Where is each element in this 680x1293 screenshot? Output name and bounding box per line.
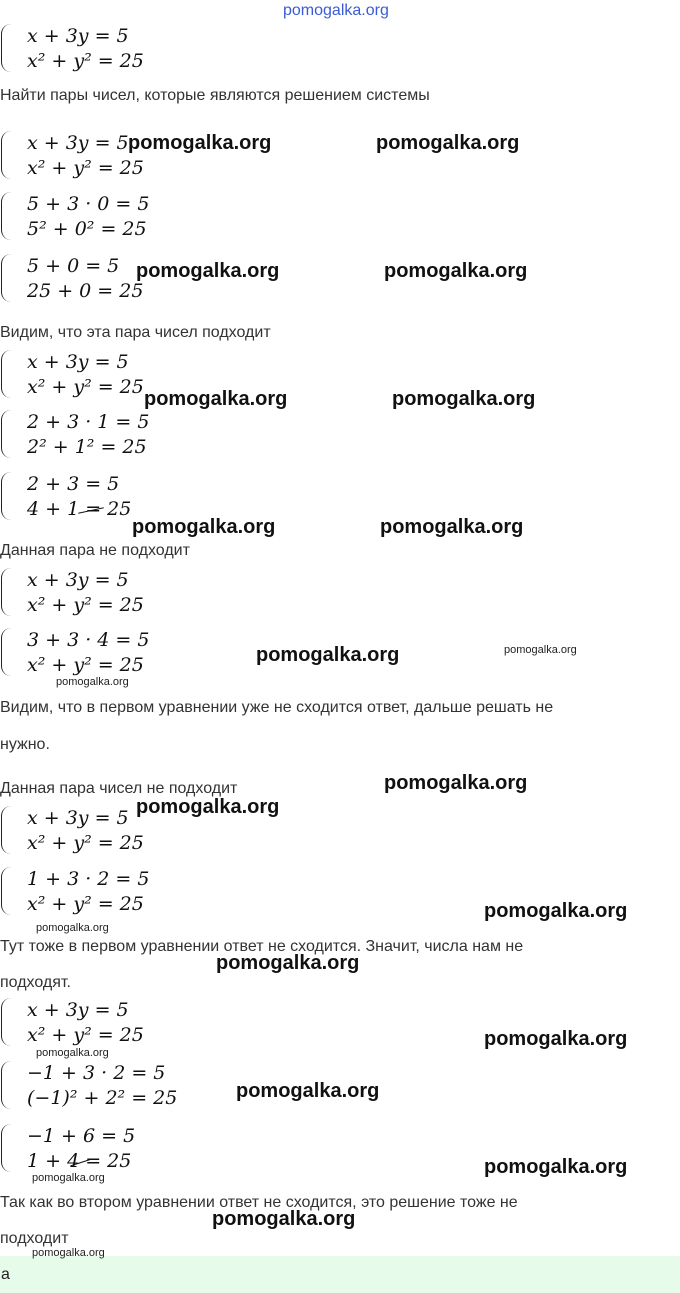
equation-line-2: x² + y² = 25 bbox=[27, 893, 144, 915]
watermark-top: pomogalka.org bbox=[283, 2, 389, 19]
equation-line-2: 1 + 4 = 25 bbox=[27, 1150, 132, 1172]
paragraph: Тут тоже в первом уравнении ответ не сходится. Значит, числа нам не bbox=[0, 938, 524, 955]
watermark: pomogalka.org bbox=[216, 952, 360, 974]
equation-line-2: x² + y² = 25 bbox=[27, 832, 144, 854]
brace bbox=[1, 1124, 12, 1172]
paragraph: подходит bbox=[0, 1230, 69, 1247]
watermark: pomogalka.org bbox=[136, 796, 280, 818]
watermark: pomogalka.org bbox=[384, 260, 528, 282]
watermark: pomogalka.org bbox=[236, 1080, 380, 1102]
paragraph: Видим, что в первом уравнении уже не сходится ответ, дальше решать не bbox=[0, 699, 554, 716]
watermark: pomogalka.org bbox=[256, 644, 400, 666]
equation-line-2: x² + y² = 25 bbox=[27, 1024, 144, 1046]
equation-line-1: x + 3y = 5 bbox=[27, 569, 129, 591]
paragraph: нужно. bbox=[0, 736, 50, 753]
equation-line-2: 25 + 0 = 25 bbox=[27, 280, 144, 302]
watermark: pomogalka.org bbox=[144, 388, 288, 410]
watermark-small: pomogalka.org bbox=[56, 676, 129, 688]
equation-line-2: x² + y² = 25 bbox=[27, 654, 144, 676]
equation-line-1: 2 + 3 · 1 = 5 bbox=[27, 411, 150, 433]
brace bbox=[1, 568, 12, 616]
equation-line-2: (−1)² + 2² = 25 bbox=[27, 1087, 178, 1109]
brace bbox=[1, 350, 12, 398]
watermark: pomogalka.org bbox=[392, 388, 536, 410]
brace bbox=[1, 24, 12, 72]
equation-line-1: −1 + 3 · 2 = 5 bbox=[27, 1062, 166, 1084]
equation-line-2: 2² + 1² = 25 bbox=[27, 436, 147, 458]
equation-line-1: 3 + 3 · 4 = 5 bbox=[27, 629, 150, 651]
equation-line-1: 5 + 0 = 5 bbox=[27, 255, 120, 277]
answer-box bbox=[0, 1256, 680, 1293]
paragraph: Найти пары чисел, которые являются решением системы bbox=[0, 87, 430, 104]
watermark-small: pomogalka.org bbox=[32, 1247, 105, 1259]
watermark: pomogalka.org bbox=[212, 1208, 356, 1230]
brace bbox=[1, 192, 12, 240]
equation-line-1: x + 3y = 5 bbox=[27, 25, 129, 47]
watermark: pomogalka.org bbox=[132, 516, 276, 538]
answer-text: а bbox=[1, 1266, 10, 1283]
equation-line-1: x + 3y = 5 bbox=[27, 807, 129, 829]
watermark: pomogalka.org bbox=[128, 132, 272, 154]
equation-line-2: 5² + 0² = 25 bbox=[27, 218, 147, 240]
equation-line-1: 2 + 3 = 5 bbox=[27, 473, 120, 495]
equation-line-2: x² + y² = 25 bbox=[27, 594, 144, 616]
watermark-small: pomogalka.org bbox=[36, 1047, 109, 1059]
brace bbox=[1, 628, 12, 676]
watermark: pomogalka.org bbox=[136, 260, 280, 282]
watermark: pomogalka.org bbox=[484, 1028, 628, 1050]
equation-line-1: x + 3y = 5 bbox=[27, 351, 129, 373]
paragraph: Так как во втором уравнении ответ не сходится, это решение тоже не bbox=[0, 1194, 518, 1211]
brace bbox=[1, 1061, 12, 1109]
watermark: pomogalka.org bbox=[484, 1156, 628, 1178]
brace bbox=[1, 806, 12, 854]
watermark-small: pomogalka.org bbox=[32, 1172, 105, 1184]
equation-line-1: 5 + 3 · 0 = 5 bbox=[27, 193, 150, 215]
brace bbox=[1, 472, 12, 520]
watermark-small: pomogalka.org bbox=[504, 644, 577, 656]
equation-line-1: 1 + 3 · 2 = 5 bbox=[27, 868, 150, 890]
equation-line-2: x² + y² = 25 bbox=[27, 50, 144, 72]
paragraph: Данная пара чисел не подходит bbox=[0, 780, 238, 797]
equation-line-2: x² + y² = 25 bbox=[27, 376, 144, 398]
equation-line-1: x + 3y = 5 bbox=[27, 132, 129, 154]
brace bbox=[1, 131, 12, 179]
paragraph: Данная пара не подходит bbox=[0, 542, 190, 559]
equation-line-1: x + 3y = 5 bbox=[27, 999, 129, 1021]
watermark-small: pomogalka.org bbox=[36, 922, 109, 934]
equation-line-1: −1 + 6 = 5 bbox=[27, 1125, 136, 1147]
paragraph: Видим, что эта пара чисел подходит bbox=[0, 324, 271, 341]
equation-line-2: x² + y² = 25 bbox=[27, 157, 144, 179]
equation-line-2: 4 + 1 = 25 bbox=[27, 498, 132, 520]
watermark: pomogalka.org bbox=[376, 132, 520, 154]
brace bbox=[1, 254, 12, 302]
watermark: pomogalka.org bbox=[380, 516, 524, 538]
brace bbox=[1, 998, 12, 1046]
brace bbox=[1, 867, 12, 915]
watermark: pomogalka.org bbox=[484, 900, 628, 922]
paragraph: подходят. bbox=[0, 974, 71, 991]
watermark: pomogalka.org bbox=[384, 772, 528, 794]
brace bbox=[1, 410, 12, 458]
